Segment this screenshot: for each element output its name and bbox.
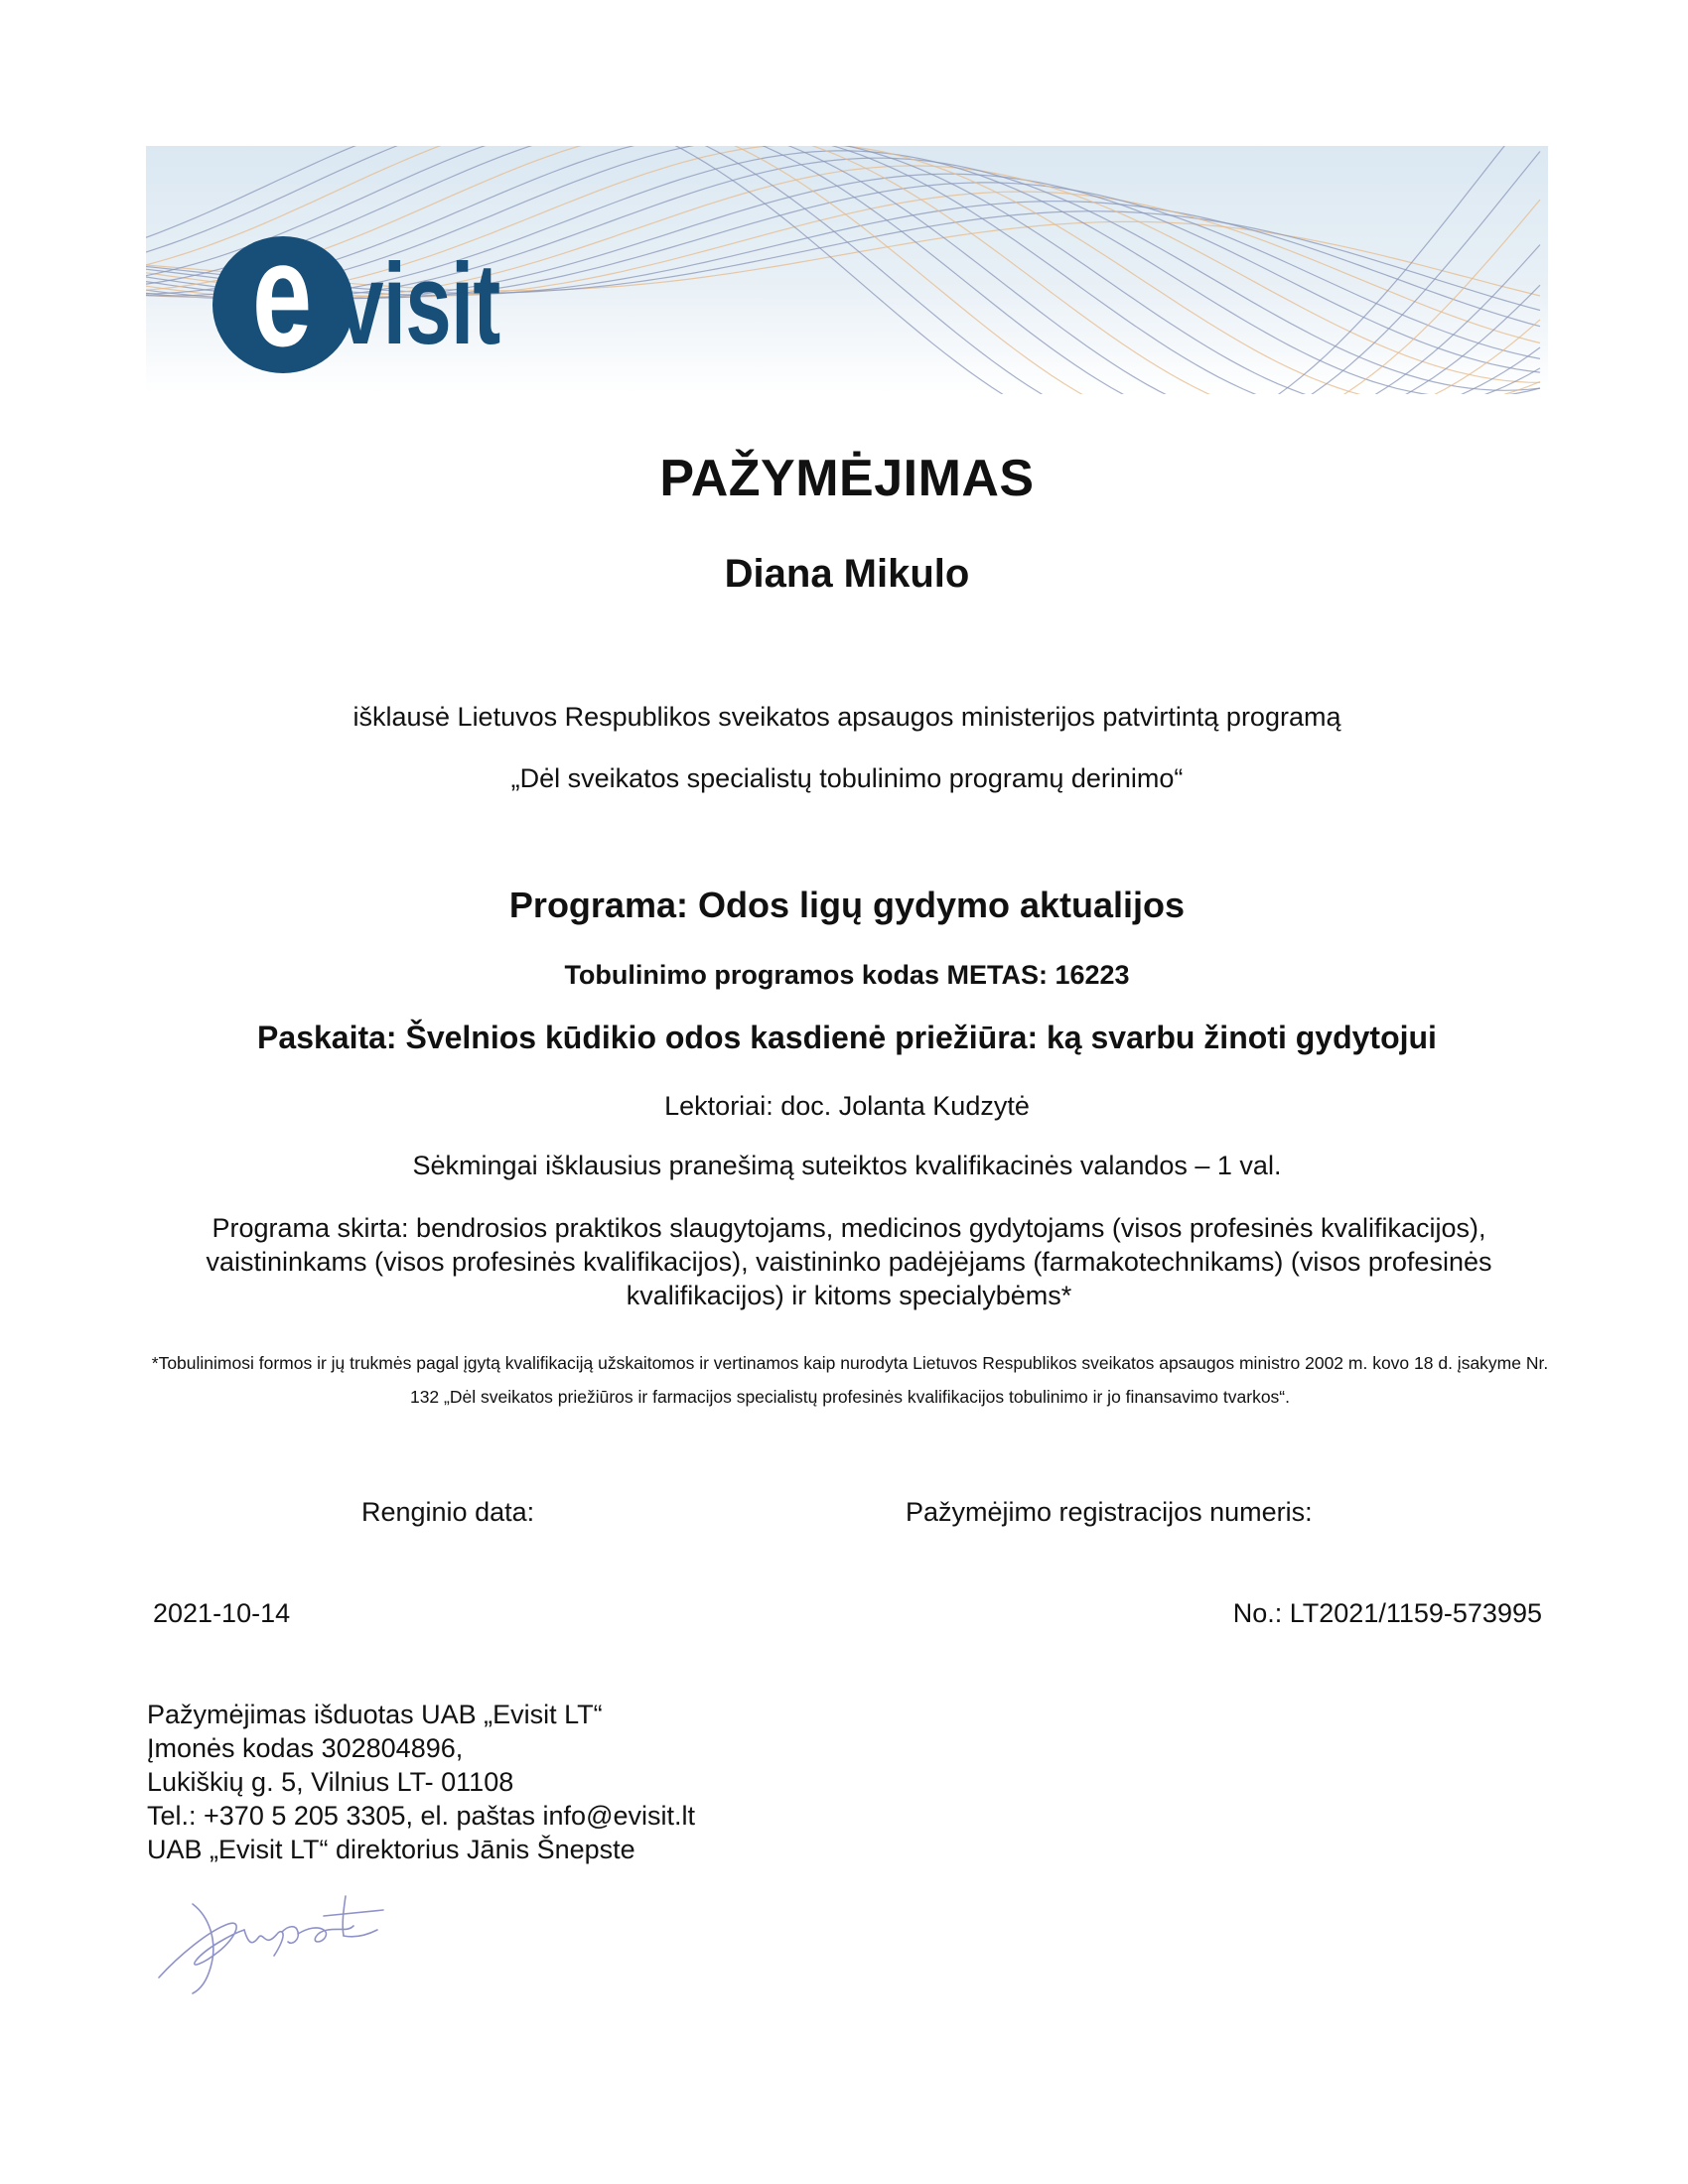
issuer-block: [147, 1698, 695, 1866]
certificate-title: PAŽYMĖJIMAS: [659, 450, 1035, 507]
event-date-label: Renginio data:: [361, 1497, 535, 1527]
issuer-company-code: Įmonės kodas 302804896,: [147, 1733, 464, 1763]
target-audience: Programa skirta: bendrosios praktikos slaugytojams, medicinos gydytojams (visos profesinės kvalifikacijos), vaistininkams (visos profesinės kvalifikacijos), vaistininko padėjėjams (farmakotechnikams) (visos profesinės kvalifikacijos) ir kitoms specialybėms*: [206, 1213, 1492, 1310]
issuer-director: UAB „Evisit LT“ direktorius Jānis Šnepste: [147, 1835, 635, 1864]
issuer-contacts: Tel.: +370 5 205 3305, el. paštas info@evisit.lt: [147, 1801, 695, 1831]
program-title: Programa: Odos ligų gydymo aktualijos: [508, 885, 1186, 925]
lecture-title: Paskaita: Švelnios kūdikio odos kasdienė priežiūra: ką svarbu žinoti gydytojui: [257, 1020, 1437, 1055]
issuer-address: Lukiškių g. 5, Vilnius LT- 01108: [147, 1767, 514, 1797]
signature-icon: [149, 1886, 437, 1995]
intro-line-2: „Dėl sveikatos specialistų tobulinimo programų derinimo“: [510, 763, 1184, 793]
footnote: *Tobulinimosi formos ir jų trukmės pagal įgytą kvalifikaciją užskaitomos ir vertinamos kaip nurodyta Lietuvos Respublikos sveikatos apsaugos ministro 2002 m. kovo 18 d. įsakyme Nr. 132 „Dėl sveikatos priežiūros ir farmacijos specialistų profesinės kvalifikacijos tobulinimo ir jo finansavimo tvarkos“.: [151, 1353, 1549, 1407]
lecturers: Lektoriai: doc. Jolanta Kudzytė: [664, 1091, 1030, 1121]
logo-wordmark: visit: [338, 239, 500, 368]
event-date-value: 2021-10-14: [153, 1598, 291, 1628]
intro-line-1: išklausė Lietuvos Respublikos sveikatos apsaugos ministerijos patvirtintą programą: [352, 702, 1341, 732]
registration-number-value: No.: LT2021/1159-573995: [1232, 1598, 1542, 1628]
logo-letter-e: e: [252, 210, 313, 377]
issuer-line: Pažymėjimas išduotas UAB „Evisit LT“: [147, 1700, 603, 1729]
registration-number-label: Pažymėjimo registracijos numeris:: [906, 1497, 1313, 1527]
program-code: Tobulinimo programos kodas METAS: 16223: [564, 960, 1130, 990]
qualification-hours: Sėkmingai išklausius pranešimą suteiktos kvalifikacinės valandos – 1 val.: [412, 1151, 1282, 1180]
recipient-name: Diana Mikulo: [724, 552, 970, 596]
